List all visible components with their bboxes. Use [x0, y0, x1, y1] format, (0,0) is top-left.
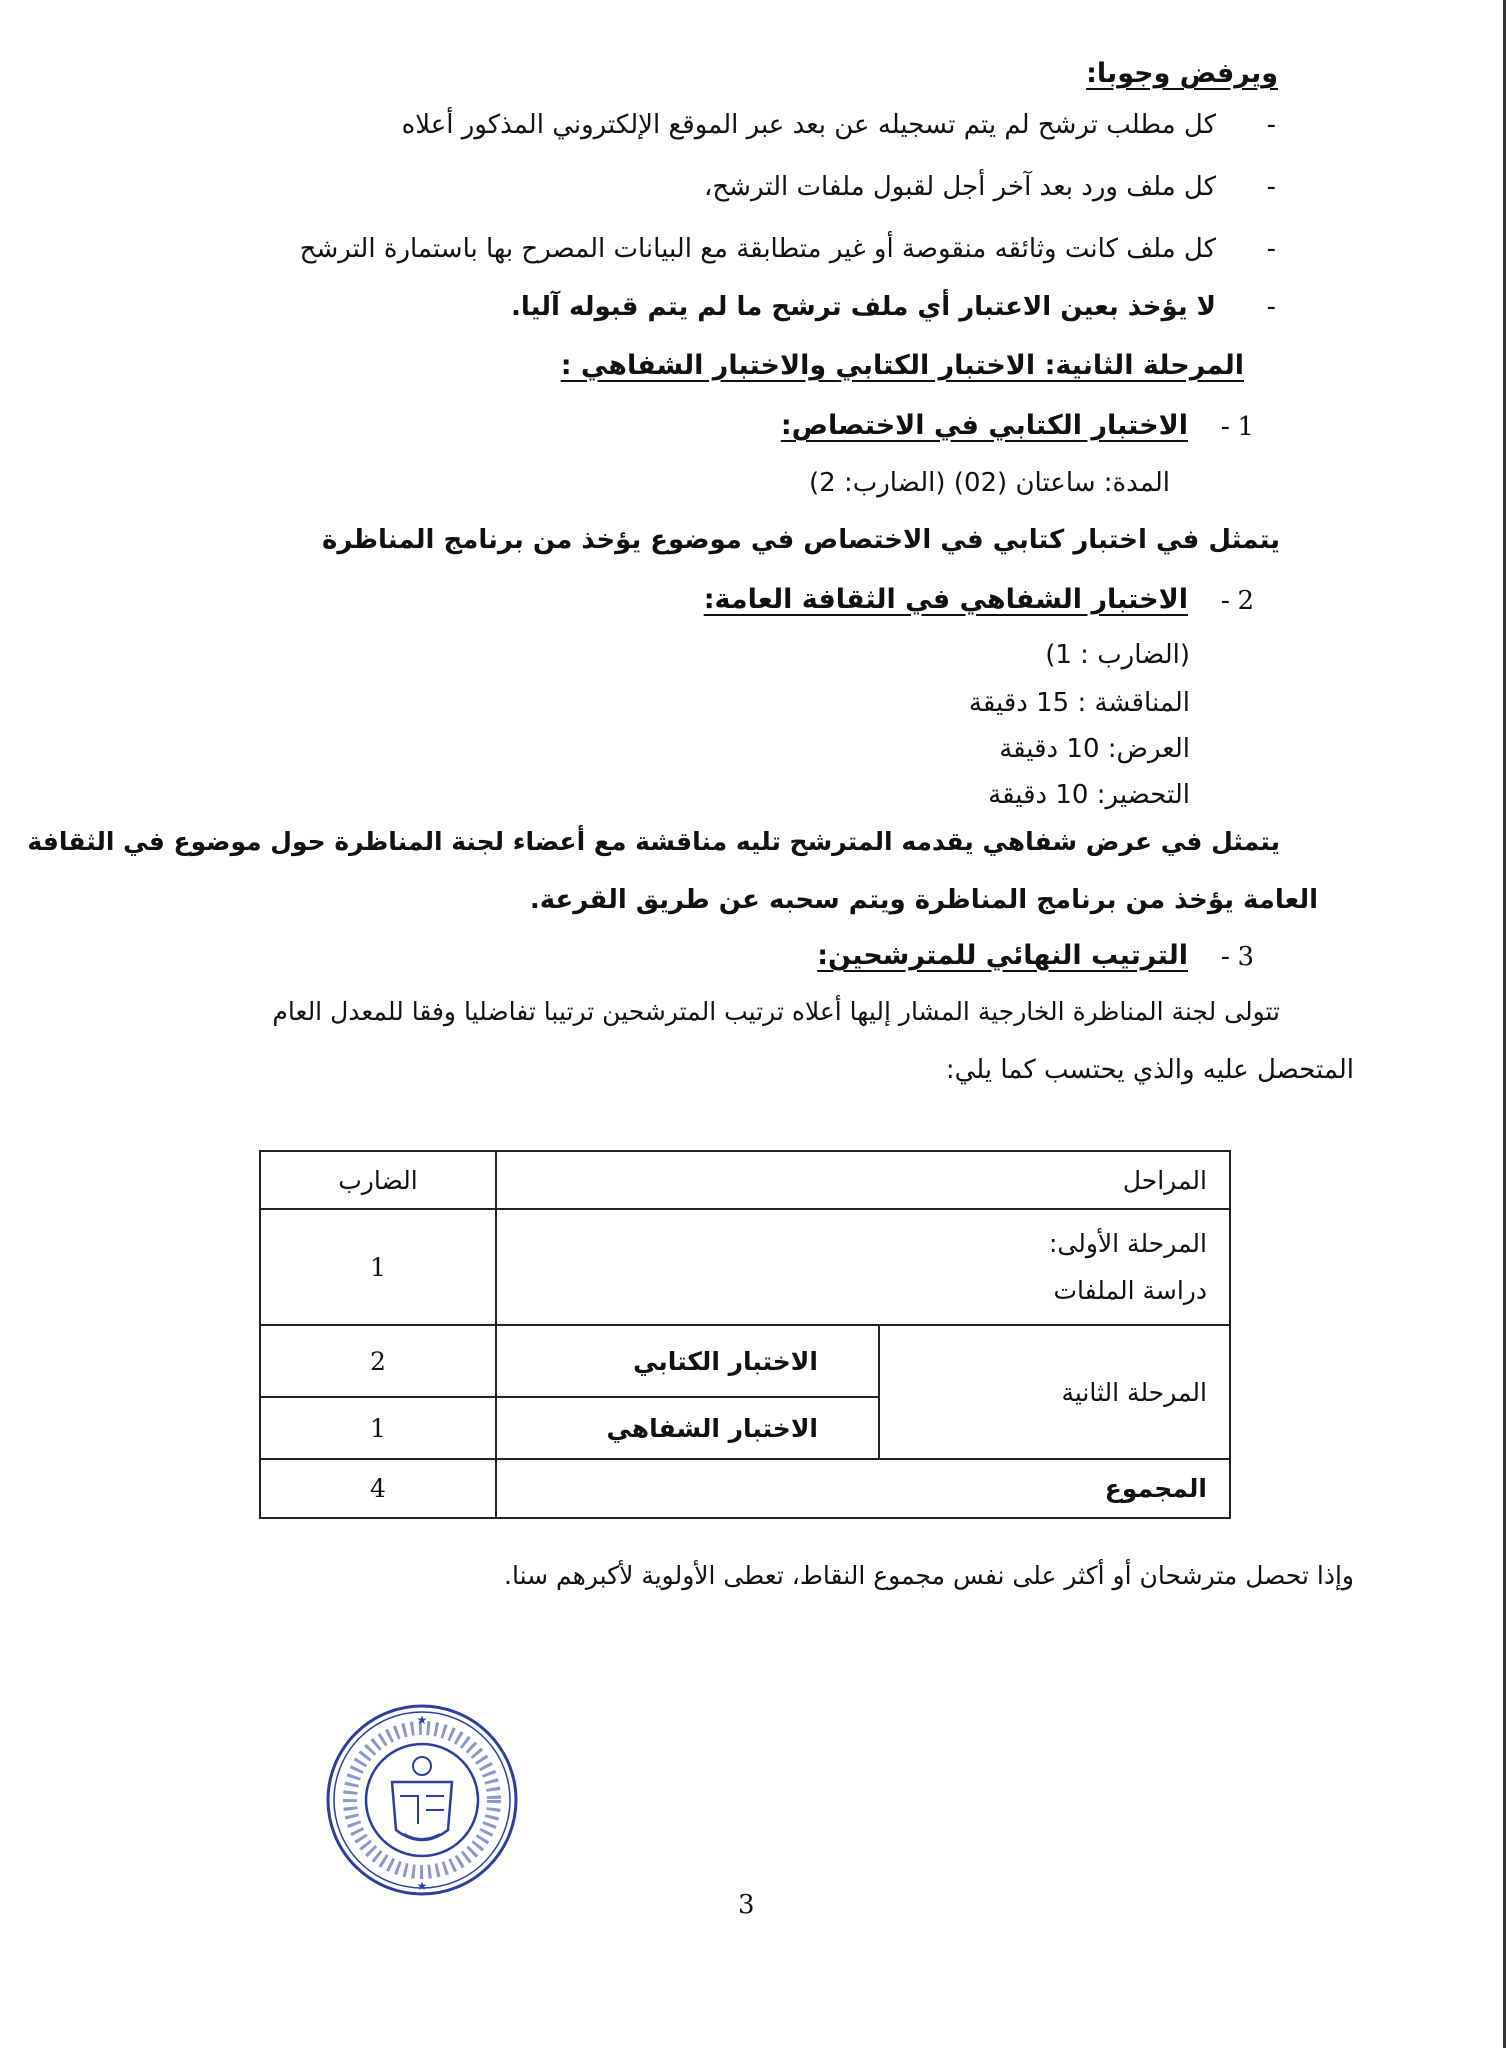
rejection-item: كل مطلب ترشح لم يتم تسجيله عن بعد عبر الموقع الإلكتروني المذكور أعلاه [401, 110, 1216, 140]
official-seal [322, 1700, 522, 1900]
page-number: 3 [738, 1890, 755, 1920]
list-dash: - [1220, 942, 1230, 972]
written-exam-duration: المدة: ساعتان (02) (الضارب: 2) [809, 468, 1170, 498]
header-stages: المراحل [496, 1151, 1230, 1209]
tie-rule: وإذا تحصل مترشحان أو أكثر على نفس مجموع النقاط، تعطى الأولوية لأكبرهم سنا. [504, 1561, 1354, 1590]
list-dash: - [1266, 110, 1276, 140]
final-ranking-description-line1: تتولى لجنة المناظرة الخارجية المشار إليها أعلاه ترتيب المترشحين ترتيبا تفاضليا وفقا للمعدل العام [272, 997, 1280, 1026]
written-exam-title: الاختبار الكتابي في الاختصاص: [780, 410, 1188, 441]
written-exam-description: يتمثل في اختبار كتابي في الاختصاص في موضوع يؤخذ من برنامج المناظرة [321, 525, 1280, 555]
header-coefficient: الضارب [260, 1151, 496, 1209]
final-ranking-number: 3 [1237, 942, 1254, 972]
final-ranking-description-line2: المتحصل عليه والذي يحتسب كما يلي: [945, 1055, 1354, 1085]
oral-coef: 1 [260, 1397, 496, 1459]
oral-exam-description-line1: يتمثل في عرض شفاهي يقدمه المترشح تليه مناقشة مع أعضاء لجنة المناظرة حول موضوع في الثقافة [27, 827, 1280, 856]
list-dash: - [1220, 412, 1230, 442]
table-header-row [260, 1151, 1230, 1209]
table-row [260, 1459, 1230, 1518]
total-label: المجموع [496, 1459, 1230, 1518]
oral-label: الاختبار الشفاهي [496, 1397, 879, 1459]
svg-text:★: ★ [416, 1879, 428, 1893]
total-coef: 4 [260, 1459, 496, 1518]
svg-text:★: ★ [416, 1713, 428, 1727]
stage-one-cell [496, 1209, 1230, 1325]
coefficient-table [259, 1150, 1231, 1519]
stage-two-label: المرحلة الثانية [879, 1325, 1230, 1459]
section-heading: ويرفض وجوبا: [1086, 58, 1278, 89]
oral-exam-description-line2: العامة يؤخذ من برنامج المناظرة ويتم سحبه عن طريق القرعة. [529, 885, 1318, 915]
written-exam-number: 1 [1237, 412, 1254, 442]
stage-one-coef: 1 [260, 1209, 496, 1325]
oral-exam-presentation: العرض: 10 دقيقة [999, 734, 1190, 764]
final-ranking-title: الترتيب النهائي للمترشحين: [817, 940, 1188, 971]
table-row [260, 1325, 1230, 1397]
stage-two-heading: المرحلة الثانية: الاختبار الكتابي والاختبار الشفاهي : [560, 350, 1244, 381]
oral-exam-discussion: المناقشة : 15 دقيقة [968, 688, 1190, 718]
stage-one-label: المرحلة الأولى: [1048, 1228, 1207, 1258]
list-dash: - [1266, 172, 1276, 202]
list-dash: - [1266, 292, 1276, 322]
rejection-item: كل ملف ورد بعد آخر أجل لقبول ملفات الترشح، [703, 172, 1216, 202]
oral-exam-number: 2 [1237, 586, 1254, 616]
written-label: الاختبار الكتابي [496, 1325, 879, 1397]
rejection-item: لا يؤخذ بعين الاعتبار أي ملف ترشح ما لم يتم قبوله آليا. [510, 292, 1216, 322]
rejection-item: كل ملف كانت وثائقه منقوصة أو غير متطابقة مع البيانات المصرح بها باستمارة الترشح [299, 234, 1216, 264]
list-dash: - [1220, 586, 1230, 616]
oral-exam-title: الاختبار الشفاهي في الثقافة العامة: [703, 584, 1188, 615]
oral-exam-preparation: التحضير: 10 دقيقة [988, 780, 1190, 810]
table-row [260, 1209, 1230, 1325]
oral-exam-coefficient: (الضارب : 1) [1045, 640, 1190, 670]
written-coef: 2 [260, 1325, 496, 1397]
stage-one-detail: دراسة الملفات [1053, 1276, 1207, 1305]
list-dash: - [1266, 234, 1276, 264]
